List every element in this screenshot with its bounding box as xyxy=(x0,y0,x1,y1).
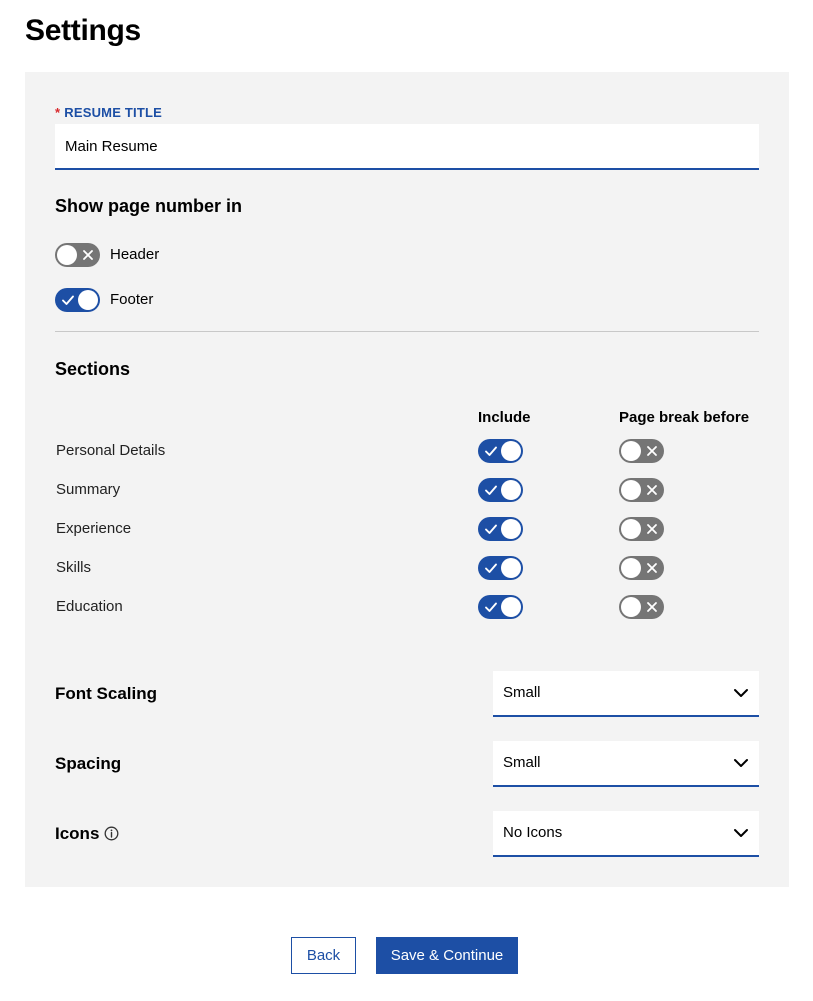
resume-title-label-text: RESUME TITLE xyxy=(64,105,163,120)
x-icon xyxy=(645,600,659,614)
page-break-toggle-experience[interactable] xyxy=(619,517,664,541)
x-icon xyxy=(81,248,95,262)
section-label-skills: Skills xyxy=(56,559,92,576)
spacing-value: Small xyxy=(503,754,541,771)
chevron-down-icon xyxy=(733,687,749,699)
resume-title-input[interactable] xyxy=(55,124,759,170)
font-scaling-value: Small xyxy=(503,684,541,701)
icons-label xyxy=(55,824,119,844)
section-label-summary: Summary xyxy=(56,481,121,498)
section-label-education: Education xyxy=(56,598,123,615)
divider xyxy=(55,331,759,332)
toggle-knob xyxy=(621,480,641,500)
check-icon xyxy=(61,293,75,307)
toggle-knob xyxy=(501,558,521,578)
x-icon xyxy=(645,483,659,497)
check-icon xyxy=(484,522,498,536)
include-toggle-summary[interactable] xyxy=(478,478,523,502)
include-column-header: Include xyxy=(478,409,531,426)
toggle-knob xyxy=(501,519,521,539)
check-icon xyxy=(484,483,498,497)
toggle-knob xyxy=(621,441,641,461)
page-break-toggle-education[interactable] xyxy=(619,595,664,619)
chevron-down-icon xyxy=(733,757,749,769)
section-label-personal-details: Personal Details xyxy=(56,442,166,459)
include-toggle-education[interactable] xyxy=(478,595,523,619)
x-icon xyxy=(645,444,659,458)
spacing-label: Spacing xyxy=(55,754,122,773)
page-break-column-header: Page break before xyxy=(619,409,750,426)
icons-label-text: Icons xyxy=(55,824,100,843)
header-page-number-toggle[interactable] xyxy=(55,243,100,267)
toggle-knob xyxy=(501,597,521,617)
toggle-knob xyxy=(621,519,641,539)
toggle-knob xyxy=(57,245,77,265)
font-scaling-label: Font Scaling xyxy=(55,684,157,703)
footer-toggle-label: Footer xyxy=(110,291,154,308)
check-icon xyxy=(484,444,498,458)
settings-panel xyxy=(25,72,789,887)
resume-title-label xyxy=(55,105,162,120)
footer-page-number-toggle[interactable] xyxy=(55,288,100,312)
font-scaling-select[interactable] xyxy=(493,671,759,717)
spacing-select[interactable] xyxy=(493,741,759,787)
back-button[interactable]: Back xyxy=(291,937,356,974)
page-break-toggle-personal-details[interactable] xyxy=(619,439,664,463)
include-toggle-experience[interactable] xyxy=(478,517,523,541)
header-toggle-label: Header xyxy=(110,246,160,263)
section-label-experience: Experience xyxy=(56,520,132,537)
icons-select[interactable] xyxy=(493,811,759,857)
x-icon xyxy=(645,561,659,575)
sections-heading: Sections xyxy=(55,359,131,379)
check-icon xyxy=(484,561,498,575)
page-break-toggle-summary[interactable] xyxy=(619,478,664,502)
check-icon xyxy=(484,600,498,614)
chevron-down-icon xyxy=(733,827,749,839)
info-icon[interactable] xyxy=(104,826,119,841)
page-number-heading: Show page number in xyxy=(55,196,243,216)
include-toggle-skills[interactable] xyxy=(478,556,523,580)
toggle-knob xyxy=(78,290,98,310)
toggle-knob xyxy=(501,441,521,461)
page-title: Settings xyxy=(25,14,141,47)
save-continue-button[interactable]: Save & Continue xyxy=(376,937,518,974)
x-icon xyxy=(645,522,659,536)
include-toggle-personal-details[interactable] xyxy=(478,439,523,463)
icons-value: No Icons xyxy=(503,824,563,841)
toggle-knob xyxy=(501,480,521,500)
required-marker: * xyxy=(55,105,61,120)
toggle-knob xyxy=(621,597,641,617)
toggle-knob xyxy=(621,558,641,578)
page-break-toggle-skills[interactable] xyxy=(619,556,664,580)
